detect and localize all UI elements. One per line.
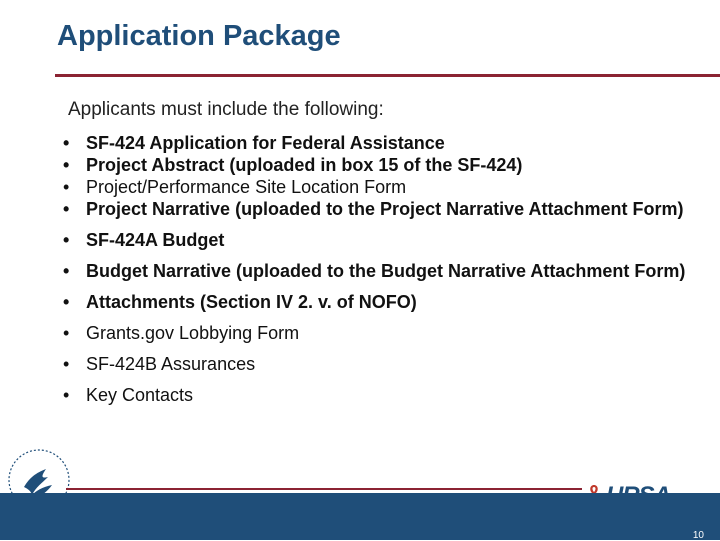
bullet: • (63, 261, 70, 281)
list-item (63, 322, 703, 344)
list-item-text: Project/Performance Site Location Form (86, 177, 407, 197)
list-item-text: Project Abstract (uploaded in box 15 of the SF-424) (86, 155, 523, 175)
list-item-text: Budget Narrative (uploaded to the Budget Narrative Attachment Form) (86, 261, 686, 281)
list-item (63, 198, 703, 220)
footer-bar (0, 493, 720, 540)
title-divider (55, 74, 720, 77)
list-item-text: SF-424 Application for Federal Assistance (86, 133, 445, 153)
intro-text: Applicants must include the following: (68, 99, 384, 120)
bullet: • (63, 354, 70, 374)
bullet: • (63, 323, 70, 343)
list-item-text: SF-424B Assurances (86, 354, 256, 374)
list-item (63, 229, 703, 251)
requirements-list (63, 132, 703, 406)
slide-title: Application Package (57, 20, 341, 52)
bullet: • (63, 230, 70, 250)
list-item-text: Key Contacts (86, 385, 194, 405)
list-item (63, 132, 703, 154)
list-item-text: Attachments (Section IV 2. v. of NOFO) (86, 292, 417, 312)
list-item-text: SF-424A Budget (86, 230, 225, 250)
bullet: • (63, 199, 70, 219)
list-item (63, 176, 703, 198)
bullet: • (63, 385, 70, 405)
bullet: • (63, 292, 70, 312)
bullet: • (63, 177, 70, 197)
list-item-text: Grants.gov Lobbying Form (86, 323, 300, 343)
list-item (63, 154, 703, 176)
list-item (63, 384, 703, 406)
list-item (63, 353, 703, 375)
bottom-divider (66, 488, 582, 490)
list-item (63, 260, 703, 282)
list-item (63, 291, 703, 313)
list-item-text: Project Narrative (uploaded to the Project Narrative Attachment Form) (86, 199, 684, 219)
page-number: 10 (692, 530, 704, 541)
bullet: • (63, 133, 70, 153)
bullet: • (63, 155, 70, 175)
